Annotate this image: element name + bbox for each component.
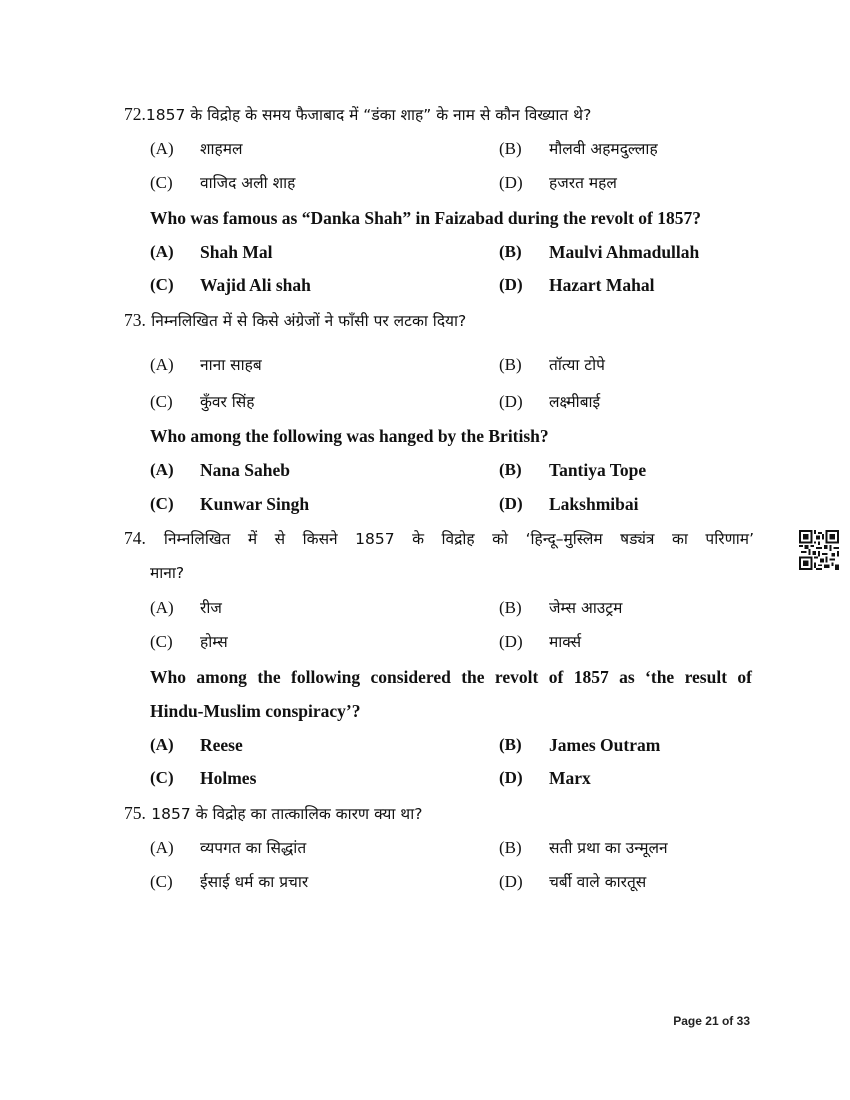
question-text-hindi-line1: निम्नलिखित में से किसने 1857 के विद्रोह को ‘हिन्दू–मुस्लिम षड्यंत्र का परिणाम’ [163,530,754,548]
question-text-hindi-line2: माना? [150,564,185,582]
question-75 [124,802,754,825]
question-text-english: Who among the following was hanged by the British? [150,426,549,446]
question-number: 75. [124,803,146,823]
question-73 [124,309,754,332]
question-text-english-line1: Who among the following considered the revolt of 1857 as ‘the result of [150,667,752,687]
question-text-hindi: 1857 के विद्रोह के समय फैजाबाद में “डंका शाह” के नाम से कौन विख्यात थे? [145,106,592,124]
question-72 [124,103,754,126]
question-text-hindi: 1857 के विद्रोह का तात्कालिक कारण क्या था? [151,805,423,823]
exam-page: 72.1857 के विद्रोह के समय फैजाबाद में “डंका शाह” के नाम से कौन विख्यात थे? (A) शाहमल (B) मौलवी अहमदुल्लाह (C) वाजिद अली शाह (D) हजरत महल Who was famous as “Danka Shah” in Faizabad during the revolt of 1857? (A) Shah Mal (B) Maulvi Ahmadullah (C) Wajid Ali shah (D) Hazart Mahal 73. निम्नलिखित में से किसे अंग्रेजों ने फाँसी पर लटका दिया? (A) नाना साहब (B) तॉत्या टोपे (C) कुँवर सिंह (D) लक्ष्मीबाई Who among the following was hanged by the British? (A) Nana Saheb (B) Tantiya Tope (C) Kunwar Singh (D) Lakshmibai 74. निम्नलिखित में से किसने 1857 के विद्रोह को ‘हिन्दू–मुस्लिम षड्यंत्र का परिणाम’ माना? (A) रीज (B) जेम्स आउट्रम (C) होम्स (D) मार्क्स Who among the following considered the revolt of 1857 as ‘the result of Hindu-Muslim conspiracy’? (A) Reese (B) James Outram (C) Holmes (D) Marx 75. 1857 के विद्रोह का तात्कालिक कारण क्या था? (A) व्यपगत का सिद्धांत (B) सती प्रथा का उन्मूलन (C) ईसाई धर्म का प्रचार (D) चर्बी वाले कारतूस Page 21 of 33 [0,0,850,1100]
question-text-hindi: निम्नलिखित में से किसे अंग्रेजों ने फाँसी पर लटका दिया? [151,312,467,330]
question-text-english-line2: Hindu-Muslim conspiracy’? [150,701,361,721]
question-number: 74. [124,528,146,548]
page-number: Page 21 of 33 [673,1014,750,1028]
question-number: 72. [124,104,146,124]
question-number: 73. [124,310,146,330]
question-74 [124,527,754,550]
question-text-english: Who was famous as “Danka Shah” in Faizabad during the revolt of 1857? [150,208,702,228]
qr-code-icon [799,530,839,570]
